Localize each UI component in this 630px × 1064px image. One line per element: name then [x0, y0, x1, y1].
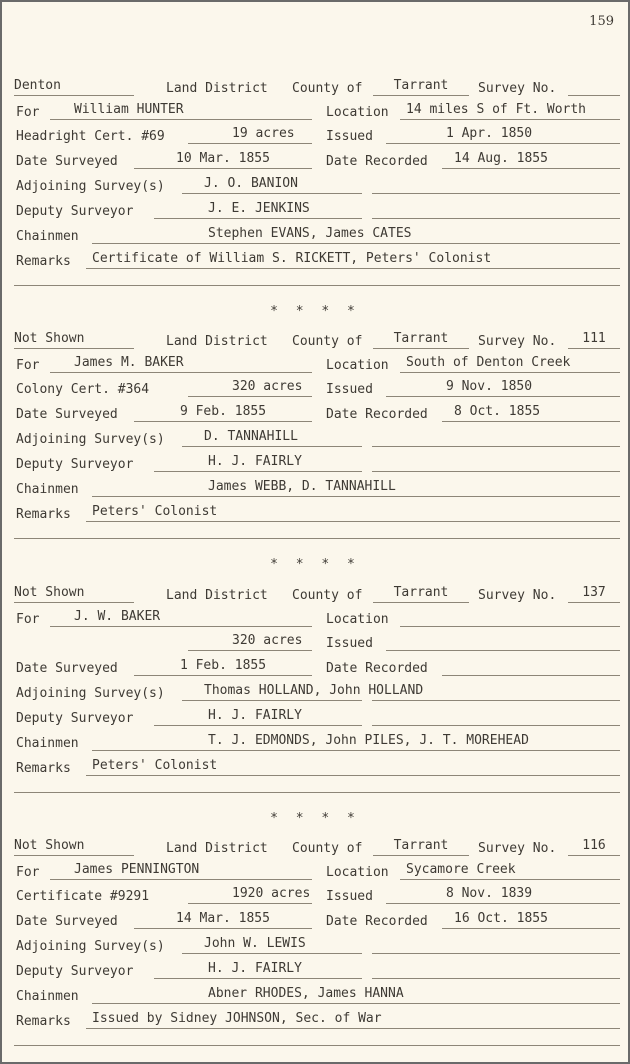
record-line-district [2, 585, 628, 607]
survey-no-label: Survey No. [478, 841, 557, 856]
deputy-label: Deputy Surveyor [16, 711, 134, 726]
chainmen-value: Abner RHODES, James HANNA [92, 986, 620, 1004]
for-label: For [16, 612, 40, 627]
survey-no-label: Survey No. [478, 81, 557, 96]
adjoining-label: Adjoining Survey(s) [16, 179, 165, 194]
record-line-remarks [2, 504, 628, 526]
district-value: Not Shown [14, 838, 134, 856]
record-line-deputy [2, 708, 628, 730]
county-value: Tarrant [373, 331, 469, 349]
issued-value [386, 633, 620, 651]
county-label: County of [292, 81, 363, 96]
remarks-continuation-line [14, 538, 620, 539]
acres-value: 19 acres [188, 126, 312, 144]
deputy-label: Deputy Surveyor [16, 457, 134, 472]
adjoining-label: Adjoining Survey(s) [16, 432, 165, 447]
chainmen-label: Chainmen [16, 229, 79, 244]
county-value: Tarrant [373, 585, 469, 603]
deputy-extra-line [372, 708, 620, 726]
deputy-label: Deputy Surveyor [16, 204, 134, 219]
remarks-label: Remarks [16, 507, 71, 522]
survey-no-value: 116 [568, 838, 620, 856]
date-recorded-label: Date Recorded [326, 661, 428, 676]
survey-no-value: 137 [568, 585, 620, 603]
district-value: Denton [14, 78, 134, 96]
adjoining-label: Adjoining Survey(s) [16, 939, 165, 954]
record-line-dates [2, 911, 628, 933]
date-surveyed-label: Date Surveyed [16, 154, 118, 169]
chainmen-value: James WEBB, D. TANNAHILL [92, 479, 620, 497]
adjoining-extra-line [372, 429, 620, 447]
grantee-value: William HUNTER [50, 102, 312, 120]
location-value [400, 609, 620, 627]
date-surveyed-label: Date Surveyed [16, 661, 118, 676]
issued-value: 1 Apr. 1850 [386, 126, 620, 144]
record-line-for [2, 609, 628, 631]
record-line-dates [2, 404, 628, 426]
date-recorded-value: 16 Oct. 1855 [442, 911, 620, 929]
record-line-dates [2, 658, 628, 680]
grantee-value: James M. BAKER [50, 355, 312, 373]
chainmen-value: T. J. EDMONDS, John PILES, J. T. MOREHEAD [92, 733, 620, 751]
remarks-value: Issued by Sidney JOHNSON, Sec. of War [86, 1011, 620, 1029]
land-district-label: Land District [166, 81, 268, 96]
adjoining-value: John W. LEWIS [182, 936, 362, 954]
adjoining-value: D. TANNAHILL [182, 429, 362, 447]
record-line-for [2, 355, 628, 377]
record-line-remarks [2, 758, 628, 780]
record-line-chainmen [2, 733, 628, 755]
district-value: Not Shown [14, 331, 134, 349]
location-label: Location [326, 612, 389, 627]
record-line-district [2, 78, 628, 100]
remarks-value: Peters' Colonist [86, 504, 620, 522]
date-recorded-label: Date Recorded [326, 407, 428, 422]
record-line-district [2, 838, 628, 860]
date-recorded-label: Date Recorded [326, 914, 428, 929]
record-line-adjoining [2, 176, 628, 198]
deputy-value: H. J. FAIRLY [154, 961, 362, 979]
remarks-continuation-line [14, 285, 620, 286]
survey-no-value: 111 [568, 331, 620, 349]
location-value: South of Denton Creek [400, 355, 620, 373]
date-surveyed-value: 10 Mar. 1855 [134, 151, 312, 169]
location-value: Sycamore Creek [400, 862, 620, 880]
land-district-label: Land District [166, 841, 268, 856]
record-line-adjoining [2, 936, 628, 958]
issued-value: 9 Nov. 1850 [386, 379, 620, 397]
record-line-adjoining [2, 429, 628, 451]
certificate-label: Certificate #9291 [16, 889, 150, 904]
grantee-value: J. W. BAKER [50, 609, 312, 627]
record-line-cert [2, 633, 628, 655]
deputy-value: H. J. FAIRLY [154, 708, 362, 726]
remarks-value: Certificate of William S. RICKETT, Peters' Colonist [86, 251, 620, 269]
survey-no-label: Survey No. [478, 588, 557, 603]
land-district-label: Land District [166, 588, 268, 603]
acres-value: 1920 acres [188, 886, 312, 904]
record-line-deputy [2, 201, 628, 223]
for-label: For [16, 358, 40, 373]
adjoining-extra-line [372, 683, 620, 701]
record-line-for [2, 102, 628, 124]
record-separator: * * * * [270, 304, 360, 319]
issued-label: Issued [326, 636, 373, 651]
record-line-remarks [2, 1011, 628, 1033]
page-number: 159 [589, 14, 614, 29]
date-recorded-value: 8 Oct. 1855 [442, 404, 620, 422]
date-recorded-label: Date Recorded [326, 154, 428, 169]
record-separator: * * * * [270, 557, 360, 572]
remarks-label: Remarks [16, 761, 71, 776]
district-value: Not Shown [14, 585, 134, 603]
record-line-remarks [2, 251, 628, 273]
remarks-label: Remarks [16, 254, 71, 269]
survey-no-value [568, 78, 620, 96]
survey-no-label: Survey No. [478, 334, 557, 349]
chainmen-label: Chainmen [16, 989, 79, 1004]
record-line-cert [2, 886, 628, 908]
record-line-dates [2, 151, 628, 173]
remarks-continuation-line [14, 792, 620, 793]
chainmen-label: Chainmen [16, 736, 79, 751]
date-recorded-value: 14 Aug. 1855 [442, 151, 620, 169]
date-surveyed-label: Date Surveyed [16, 914, 118, 929]
deputy-value: H. J. FAIRLY [154, 454, 362, 472]
record-separator: * * * * [270, 811, 360, 826]
date-surveyed-value: 9 Feb. 1855 [134, 404, 312, 422]
record-line-cert [2, 126, 628, 148]
certificate-label: Headright Cert. #69 [16, 129, 165, 144]
deputy-value: J. E. JENKINS [154, 201, 362, 219]
land-district-label: Land District [166, 334, 268, 349]
record-line-cert [2, 379, 628, 401]
adjoining-extra-line [372, 176, 620, 194]
adjoining-extra-line [372, 936, 620, 954]
deputy-extra-line [372, 201, 620, 219]
location-label: Location [326, 358, 389, 373]
date-surveyed-label: Date Surveyed [16, 407, 118, 422]
location-label: Location [326, 105, 389, 120]
for-label: For [16, 105, 40, 120]
location-value: 14 miles S of Ft. Worth [400, 102, 620, 120]
location-label: Location [326, 865, 389, 880]
county-value: Tarrant [373, 838, 469, 856]
remarks-value: Peters' Colonist [86, 758, 620, 776]
county-label: County of [292, 588, 363, 603]
record-line-deputy [2, 454, 628, 476]
deputy-label: Deputy Surveyor [16, 964, 134, 979]
date-recorded-value [442, 658, 620, 676]
record-line-chainmen [2, 226, 628, 248]
deputy-extra-line [372, 961, 620, 979]
date-surveyed-value: 1 Feb. 1855 [134, 658, 312, 676]
county-value: Tarrant [373, 78, 469, 96]
grantee-value: James PENNINGTON [50, 862, 312, 880]
acres-value: 320 acres [188, 379, 312, 397]
record-line-for [2, 862, 628, 884]
for-label: For [16, 865, 40, 880]
remarks-label: Remarks [16, 1014, 71, 1029]
deputy-extra-line [372, 454, 620, 472]
chainmen-label: Chainmen [16, 482, 79, 497]
adjoining-label: Adjoining Survey(s) [16, 686, 165, 701]
acres-value: 320 acres [188, 633, 312, 651]
date-surveyed-value: 14 Mar. 1855 [134, 911, 312, 929]
remarks-continuation-line [14, 1045, 620, 1046]
issued-label: Issued [326, 889, 373, 904]
record-line-chainmen [2, 986, 628, 1008]
issued-label: Issued [326, 129, 373, 144]
certificate-label: Colony Cert. #364 [16, 382, 150, 397]
county-label: County of [292, 841, 363, 856]
adjoining-value: Thomas HOLLAND, John HOLLAND [182, 683, 362, 701]
record-line-district [2, 331, 628, 353]
record-line-deputy [2, 961, 628, 983]
issued-value: 8 Nov. 1839 [386, 886, 620, 904]
record-line-adjoining [2, 683, 628, 705]
chainmen-value: Stephen EVANS, James CATES [92, 226, 620, 244]
county-label: County of [292, 334, 363, 349]
adjoining-value: J. O. BANION [182, 176, 362, 194]
issued-label: Issued [326, 382, 373, 397]
record-line-chainmen [2, 479, 628, 501]
